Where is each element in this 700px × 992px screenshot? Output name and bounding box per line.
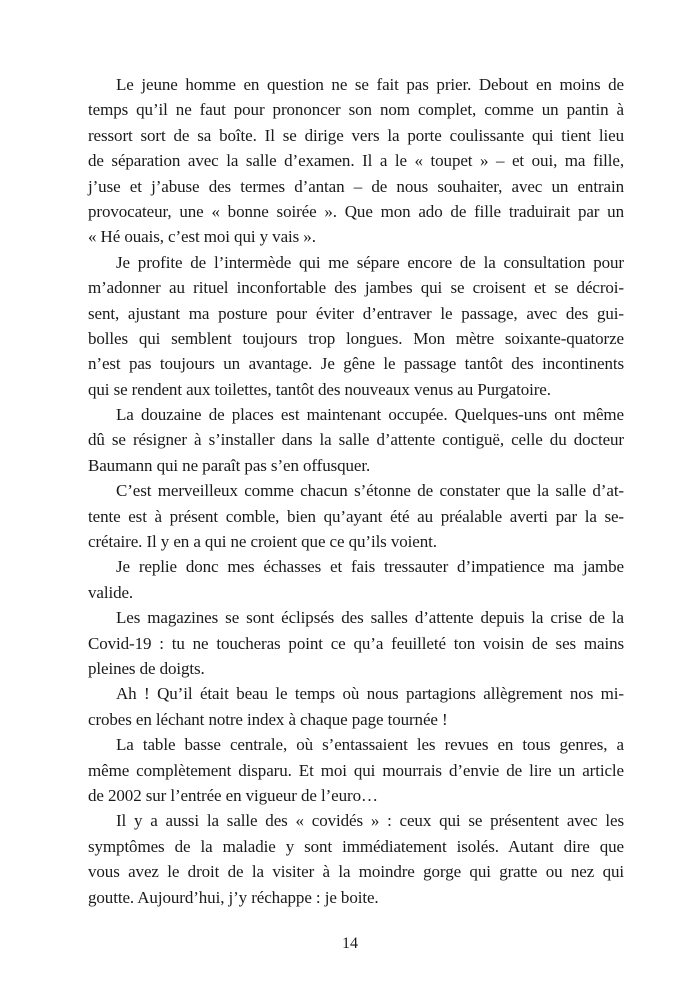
- paragraph-6: [88, 605, 624, 681]
- text-line: n’est pas toujours un avantage. Je gêne le passage tantôt des incontinents: [88, 354, 624, 374]
- text-line: valide.: [88, 582, 134, 602]
- text-line: Le jeune homme en question ne se fait pas prier. Debout en moins de: [116, 75, 624, 94]
- text-line: Je replie donc mes échasses et fais tressauter d’impatience ma jambe: [116, 557, 624, 577]
- text-line: Il y a aussi la salle des « covidés » : ceux qui se présentent avec les: [116, 811, 624, 831]
- text-line: vous avez le droit de la visiter à la moindre gorge qui gratte ou nez qui: [88, 862, 624, 882]
- paragraph-1: [88, 72, 624, 250]
- paragraph-9: [88, 808, 624, 910]
- text-line: sent, ajustant ma posture pour éviter d’entraver le passage, avec des gui-: [88, 303, 624, 323]
- text-line: de séparation avec la salle d’examen. Il a le « toupet » – et oui, ma fille,: [88, 151, 624, 171]
- text-line: La table basse centrale, où s’entassaient les revues en tous genres, a: [116, 735, 624, 755]
- text-line: tente est à présent comble, bien qu’ayant été au préalable averti par la se-: [88, 506, 624, 526]
- text-line: « Hé ouais, c’est moi qui y vais ».: [88, 227, 316, 247]
- text-line: dû se résigner à s’installer dans la salle d’attente contiguë, celle du docteur: [88, 430, 624, 450]
- page-body: [88, 72, 624, 910]
- text-line: j’use et j’abuse des termes d’antan – de nous souhaiter, avec un entrain: [88, 176, 624, 196]
- text-line: temps qu’il ne faut pour prononcer son nom complet, comme un pantin à: [88, 100, 624, 120]
- text-line: Covid-19 : tu ne toucheras point ce qu’a feuilleté ton voisin de ses mains: [88, 633, 624, 653]
- text-line: qui se rendent aux toilettes, tantôt des nouveaux venus au Purgatoire.: [88, 379, 551, 399]
- paragraph-8: [88, 732, 624, 808]
- text-line: La douzaine de places est maintenant occupée. Quelques-uns ont même: [116, 405, 624, 425]
- paragraph-5: [88, 554, 624, 605]
- text-line: pleines de doigts.: [88, 658, 205, 678]
- paragraph-3: [88, 402, 624, 478]
- text-line: C’est merveilleux comme chacun s’étonne de constater que la salle d’at-: [116, 481, 624, 501]
- page-number: 14: [342, 935, 358, 952]
- text-line: Baumann qui ne paraît pas s’en offusquer.: [88, 455, 371, 475]
- text-line: provocateur, une « bonne soirée ». Que mon ado de fille traduirait par un: [88, 201, 624, 221]
- text-line: Je profite de l’intermède qui me sépare encore de la consultation pour: [116, 252, 624, 272]
- text-line: de 2002 sur l’entrée en vigueur de l’euro…: [88, 785, 378, 805]
- text-line: crétaire. Il y en a qui ne croient que ce qu’ils voient.: [88, 532, 437, 552]
- text-line: bolles qui semblent toujours trop longues. Mon mètre soixante-quatorze: [88, 328, 624, 348]
- text-line: symptômes de la maladie y sont immédiatement isolés. Autant dire que: [88, 836, 624, 856]
- text-line: Les magazines se sont éclipsés des salles d’attente depuis la crise de la: [116, 608, 624, 628]
- text-line: Ah ! Qu’il était beau le temps où nous partagions allègrement nos mi-: [116, 684, 624, 704]
- paragraph-4: [88, 478, 624, 554]
- text-line: goutte. Aujourd’hui, j’y réchappe : je boite.: [88, 887, 379, 907]
- text-line: ressort sort de sa boîte. Il se dirige vers la porte coulissante qui tient lieu: [88, 125, 624, 145]
- paragraph-7: [88, 681, 624, 732]
- text-line: même complètement disparu. Et moi qui mourrais d’envie de lire un article: [88, 760, 624, 780]
- paragraph-2: [88, 250, 624, 402]
- text-line: crobes en léchant notre index à chaque page tournée !: [88, 709, 448, 729]
- text-line: m’adonner au rituel inconfortable des jambes qui se croisent et se décroi-: [88, 278, 624, 298]
